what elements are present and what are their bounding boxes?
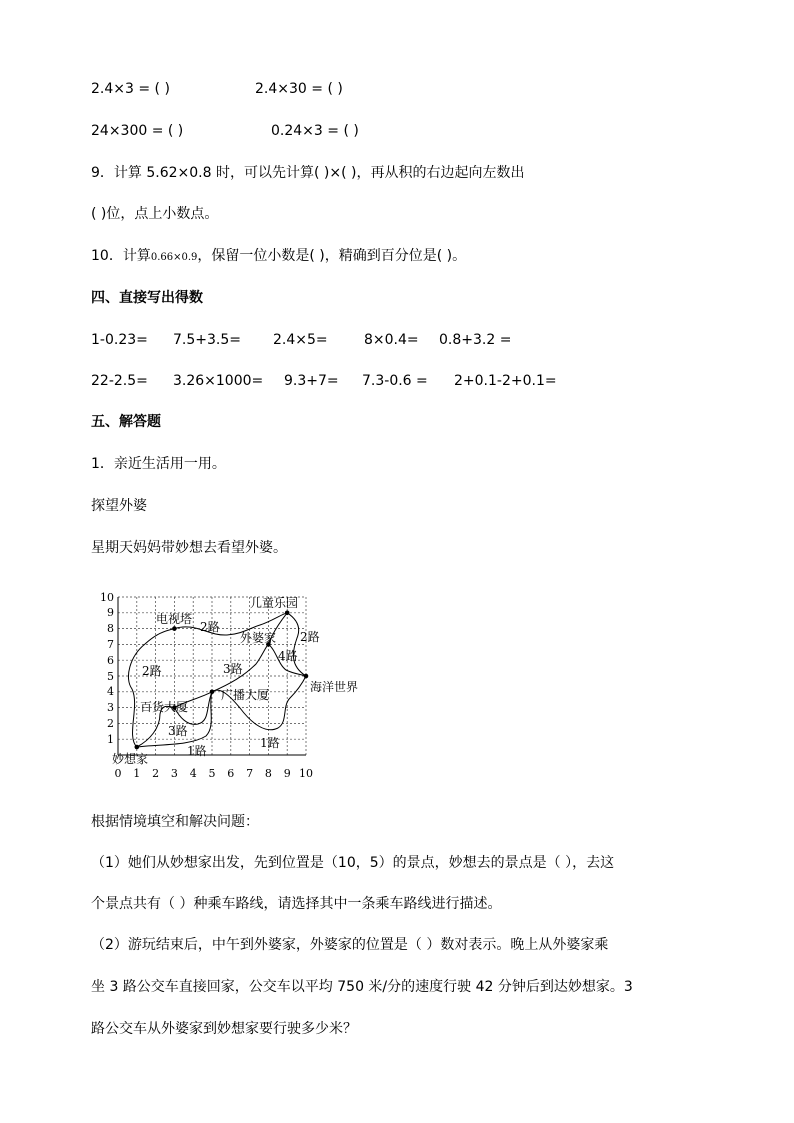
point-ocean [304,674,309,679]
route-label-4: 4路 [278,649,298,663]
label-home: 妙想家 [112,752,149,766]
calc-2-4x30: 2.4×30 = ( ) [255,81,343,97]
mental-math-item: 8×0.4= [364,332,419,348]
route-label-1: 1路 [260,736,280,750]
question-1-title: 1．亲近生活用一用。 [91,456,226,472]
question-10-suffix: ，保留一位小数是( )，精确到百分位是( )。 [197,248,467,264]
y-tick: 10 [100,591,114,604]
x-tick: 1 [133,767,141,780]
label-tower: 电视塔 [156,612,193,626]
x-tick: 9 [283,767,291,780]
label-grandma: 外婆家 [240,631,277,645]
story-intro: 星期天妈妈带妙想去看望外婆。 [91,540,287,556]
label-ocean: 海洋世界 [310,680,359,694]
route-label-2: 2路 [200,620,220,634]
mental-math-item: 1-0.23= [91,332,148,348]
point-tower [172,626,177,631]
calc-24x300: 24×300 = ( ) [91,123,184,139]
section-5-title: 五、解答题 [91,414,161,430]
mental-math-item: 7.5+3.5= [173,332,241,348]
calc-0-24x3: 0.24×3 = ( ) [271,123,359,139]
x-tick: 5 [208,767,216,780]
route-label-2: 2路 [142,664,162,678]
y-tick: 3 [107,701,114,714]
place-points [135,611,309,750]
point-park [285,611,290,616]
question-9-line-2: ( )位，点上小数点。 [91,206,219,222]
mental-math-item: 2.4×5= [273,332,328,348]
x-tick: 8 [264,767,272,780]
instruction: 根据情境填空和解决问题： [91,814,259,830]
story-subtitle: 探望外婆 [91,498,147,514]
x-tick: 10 [299,767,313,780]
part-2-line-3: 路公交车从外婆家到妙想家要行驶多少米？ [91,1021,357,1037]
mental-math-item: 3.26×1000= [173,373,264,389]
route-label-1: 1路 [187,744,207,758]
route-label-3: 3路 [223,662,243,676]
part-1-line-1: （1）她们从妙想家出发，先到位置是（10，5）的景点，妙想去的景点是（ ），去这 [91,855,615,871]
x-tick: 3 [170,767,178,780]
point-broadcast [210,690,215,695]
route-map [100,586,390,786]
label-park: 儿童乐园 [250,596,299,610]
point-home [135,745,140,750]
question-10-prefix: 10．计算 [91,248,151,264]
y-axis-ticks [100,591,114,746]
part-2-line-1: （2）游玩结束后，中午到外婆家，外婆家的位置是（ ）数对表示。晚上从外婆家乘 [91,937,609,953]
question-10-expression: 0.66×0.9 [150,252,198,263]
mental-math-item: 9.3+7= [284,373,339,389]
x-tick: 7 [246,767,254,780]
mental-math-item: 0.8+3.2 = [439,332,512,348]
mental-math-item: 22-2.5= [91,373,148,389]
x-tick: 0 [114,767,122,780]
y-tick: 7 [107,638,114,651]
x-tick: 2 [152,767,160,780]
y-tick: 4 [107,685,114,698]
part-2-line-2: 坐 3 路公交车直接回家，公交车以平均 750 米/分的速度行驶 42 分钟后到达妙想家。3 [91,979,633,995]
question-9-line-1: 9．计算 5.62×0.8 时，可以先计算( )×( )，再从积的右边起向左数出 [91,165,525,181]
part-1-line-2: 个景点共有（ ）种乘车路线，请选择其中一条乘车路线进行描述。 [91,896,502,912]
label-mall: 百货大厦 [140,700,189,714]
y-tick: 2 [107,717,114,730]
calc-2-4x3: 2.4×3 = ( ) [91,81,170,97]
mental-math-item: 2+0.1-2+0.1= [454,373,557,389]
y-tick: 8 [107,622,114,635]
x-tick: 6 [227,767,235,780]
y-tick: 6 [107,654,114,667]
y-tick: 9 [107,606,114,619]
route-label-3: 3路 [168,724,188,738]
y-tick: 1 [107,733,114,746]
y-tick: 5 [107,670,114,683]
section-4-title: 四、直接写出得数 [91,290,203,306]
x-tick: 4 [189,767,197,780]
x-axis-ticks [115,767,314,780]
question-10 [91,247,466,267]
route-label-2: 2路 [300,630,320,644]
mental-math-item: 7.3-0.6 = [362,373,428,389]
label-broadcast: 广播大厦 [221,688,270,702]
